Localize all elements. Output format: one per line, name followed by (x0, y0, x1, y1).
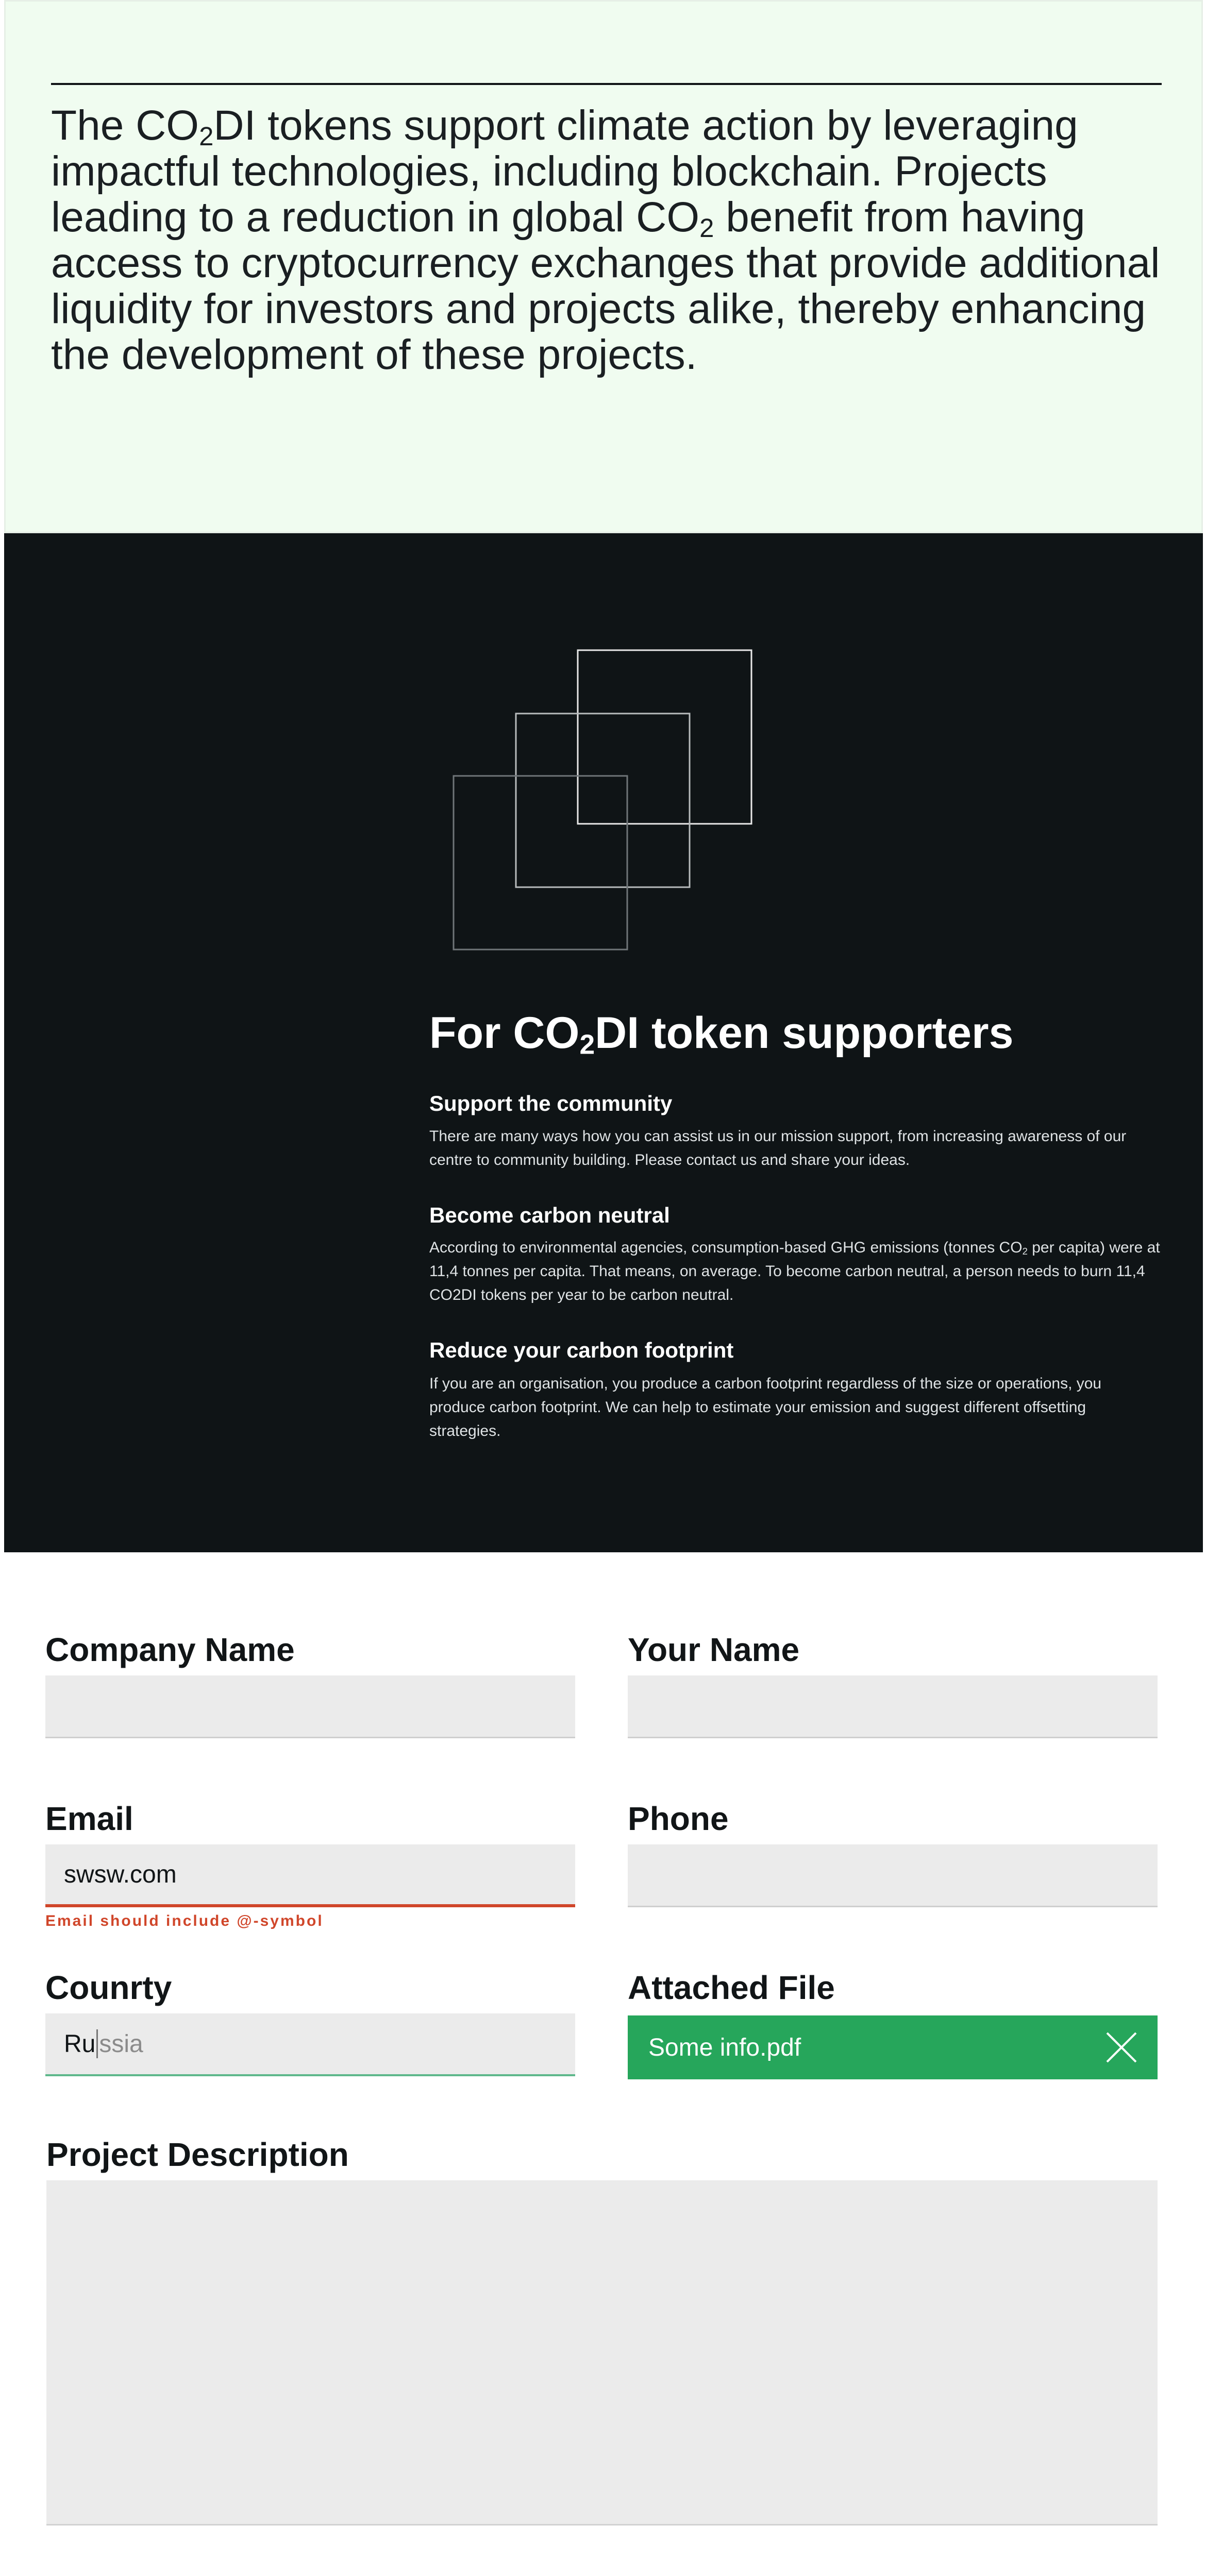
email-input[interactable] (45, 1844, 575, 1907)
section-title-carbon-neutral: Become carbon neutral (429, 1203, 670, 1227)
square-middle (516, 714, 690, 887)
square-back (454, 776, 627, 950)
intro-divider (51, 83, 1162, 85)
your-name-label: Your Name (628, 1631, 800, 1668)
supporters-heading: For $CO_2DI$ token supporters (429, 1008, 1014, 1060)
phone-input[interactable] (628, 1844, 1158, 1907)
project-description-label: Project Description (46, 2136, 349, 2173)
company-name-label: Company Name (45, 1631, 295, 1668)
country-autocomplete-hint: ssia (99, 2030, 143, 2058)
close-icon[interactable] (1105, 2031, 1138, 2064)
attached-file-chip[interactable] (628, 2015, 1158, 2079)
intro-section (4, 0, 1203, 533)
country-typed-text: Ru (64, 2030, 96, 2058)
section-title-support-community: Support the community (429, 1091, 673, 1115)
email-label: Email (45, 1800, 133, 1837)
country-input[interactable] (45, 2013, 575, 2076)
intro-text: The $CO_2DI$ tokens support climate action by leveraging impactful technologies, including blockchain. Projects leading to a reduction in global $CO_2$ benefit from having access to cryptocurrency exchanges that provide additional liquidity for investors and projects alike, thereby enhancing the development of these projects. (51, 102, 1160, 378)
text-caret (96, 2029, 98, 2058)
section-text-carbon-neutral: According to environmental agencies, consumption-based GHG emissions (tonnes $CO_2$ per capita) were at 11,4 tonnes per capita. That means, on average. To become carbon neutral, a person needs to burn 11,4 CO2DI tokens per year to be carbon neutral. (429, 1239, 1160, 1303)
your-name-input[interactable] (628, 1675, 1158, 1738)
supporters-section (4, 533, 1203, 1552)
company-name-input[interactable] (45, 1675, 575, 1738)
country-label: Counrty (45, 1969, 172, 2006)
section-title-carbon-footprint: Reduce your carbon footprint (429, 1338, 734, 1362)
section-text-carbon-footprint: If you are an organisation, you produce a carbon footprint regardless of the size or operations, you produce carbon footprint. We can help to estimate your emission and suggest different offsetting strategies. (429, 1375, 1102, 1439)
attached-file-name: Some info.pdf (648, 2033, 801, 2061)
email-error-message: Email should include @-symbol (45, 1912, 324, 1929)
square-front (578, 650, 751, 824)
project-description-textarea[interactable] (46, 2180, 1158, 2526)
attached-file-label: Attached File (628, 1969, 835, 2006)
phone-label: Phone (628, 1800, 729, 1837)
section-text-support-community: There are many ways how you can assist us in our mission support, from increasing awareness of our centre to community building. Please contact us and share your ideas. (429, 1128, 1127, 1168)
